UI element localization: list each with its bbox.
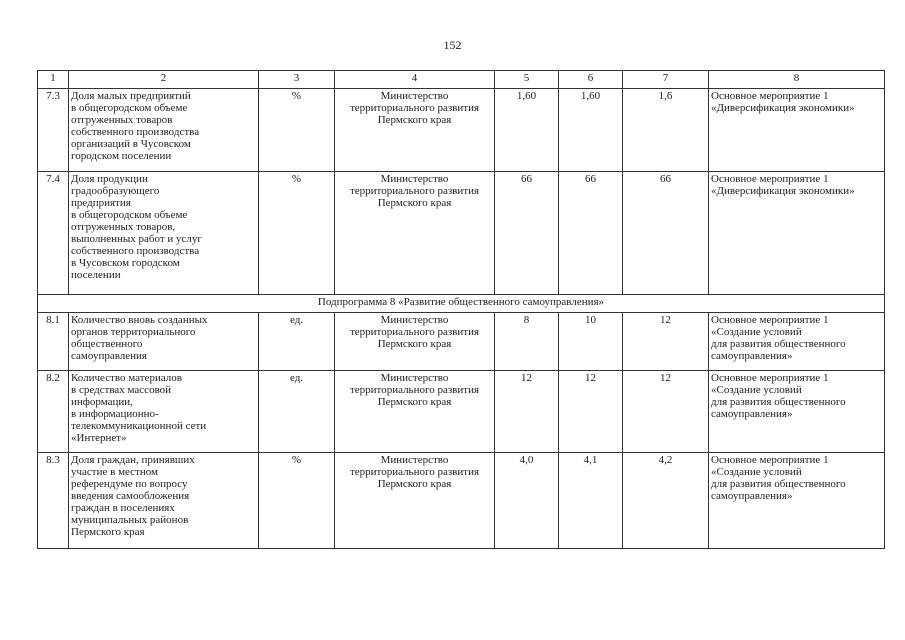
header-cell: 6 <box>559 71 623 89</box>
unit: ед. <box>259 313 335 371</box>
unit: ед. <box>259 371 335 453</box>
main-event: Основное мероприятие 1 «Создание условий для развития общественного самоуправления» <box>709 453 885 549</box>
value-col7: 66 <box>623 172 709 295</box>
main-event: Основное мероприятие 1 «Диверсификация экономики» <box>709 89 885 172</box>
responsible: Министерство территориального развития Пермского края <box>335 371 495 453</box>
value-col7: 12 <box>623 371 709 453</box>
subprogram-row <box>38 295 885 313</box>
table-row <box>38 172 885 295</box>
value-col6: 10 <box>559 313 623 371</box>
responsible: Министерство территориального развития Пермского края <box>335 89 495 172</box>
indicator-name: Количество материалов в средствах массовой информации, в информационно- телекоммуникационной сети «Интернет» <box>69 371 259 453</box>
indicator-name: Доля продукции градообразующего предприятия в общегородском объеме отгруженных товаров, выполненных работ и услуг собственного производства в Чусовском городском поселении <box>69 172 259 295</box>
row-number: 8.3 <box>38 453 69 549</box>
value-col7: 12 <box>623 313 709 371</box>
unit: % <box>259 172 335 295</box>
table-row <box>38 371 885 453</box>
header-cell: 3 <box>259 71 335 89</box>
unit: % <box>259 453 335 549</box>
header-cell: 7 <box>623 71 709 89</box>
indicator-name: Доля граждан, принявших участие в местном референдуме по вопросу введения самообложения граждан в поселениях муниципальных районов Пермского края <box>69 453 259 549</box>
indicator-name: Доля малых предприятий в общегородском объеме отгруженных товаров собственного производства организаций в Чусовском городском поселении <box>69 89 259 172</box>
header-cell: 4 <box>335 71 495 89</box>
value-col5: 1,60 <box>495 89 559 172</box>
row-number: 8.2 <box>38 371 69 453</box>
value-col6: 1,60 <box>559 89 623 172</box>
value-col5: 4,0 <box>495 453 559 549</box>
value-col6: 66 <box>559 172 623 295</box>
table-row <box>38 89 885 172</box>
main-event: Основное мероприятие 1 «Диверсификация экономики» <box>709 172 885 295</box>
row-number: 7.4 <box>38 172 69 295</box>
value-col7: 1,6 <box>623 89 709 172</box>
row-number: 7.3 <box>38 89 69 172</box>
header-cell: 1 <box>38 71 69 89</box>
header-cell: 2 <box>69 71 259 89</box>
subprogram-title: Подпрограмма 8 «Развитие общественного самоуправления» <box>38 295 885 313</box>
value-col6: 12 <box>559 371 623 453</box>
value-col5: 12 <box>495 371 559 453</box>
responsible: Министерство территориального развития Пермского края <box>335 172 495 295</box>
row-number: 8.1 <box>38 313 69 371</box>
table-row <box>38 453 885 549</box>
table-row <box>38 313 885 371</box>
header-cell: 5 <box>495 71 559 89</box>
responsible: Министерство территориального развития Пермского края <box>335 313 495 371</box>
header-cell: 8 <box>709 71 885 89</box>
main-event: Основное мероприятие 1 «Создание условий для развития общественного самоуправления» <box>709 371 885 453</box>
indicators-table <box>37 70 885 549</box>
header-row <box>38 71 885 89</box>
responsible: Министерство территориального развития Пермского края <box>335 453 495 549</box>
main-event: Основное мероприятие 1 «Создание условий для развития общественного самоуправления» <box>709 313 885 371</box>
value-col5: 8 <box>495 313 559 371</box>
value-col7: 4,2 <box>623 453 709 549</box>
value-col6: 4,1 <box>559 453 623 549</box>
unit: % <box>259 89 335 172</box>
value-col5: 66 <box>495 172 559 295</box>
page-number: 152 <box>443 38 462 52</box>
indicator-name: Количество вновь созданных органов территориального общественного самоуправления <box>69 313 259 371</box>
